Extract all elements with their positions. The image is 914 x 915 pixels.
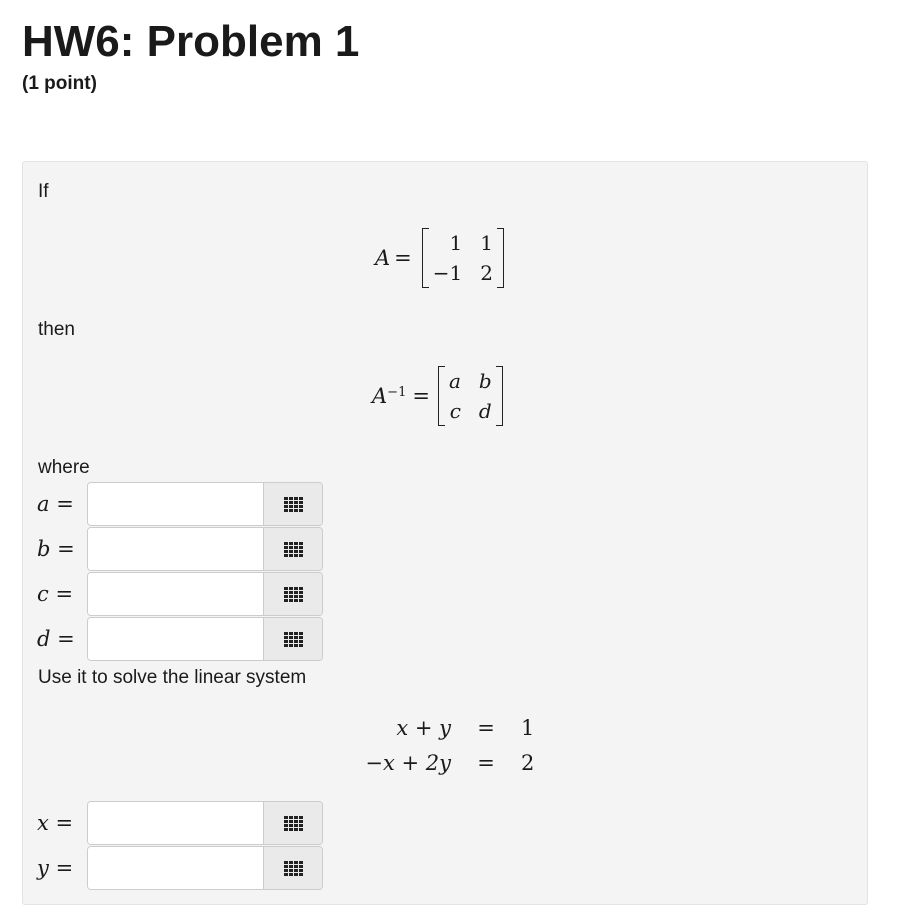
answer-box-a <box>87 482 323 526</box>
answer-row-a <box>37 482 323 526</box>
answer-label-c: c = <box>37 582 74 606</box>
answer-input-y[interactable] <box>88 847 263 889</box>
answer-box-d <box>87 617 323 661</box>
answer-label-x: x = <box>37 811 74 835</box>
problem-points: (1 point) <box>22 73 97 94</box>
system-lhs: −x + 2y <box>365 750 451 775</box>
matrix-inv-sup: −1 <box>387 384 407 400</box>
answer-row-d <box>37 617 323 661</box>
equation-editor-grid-icon <box>284 861 303 876</box>
text-if: If <box>38 181 49 202</box>
answer-input-a[interactable] <box>88 483 263 525</box>
system-rhs: 1 <box>521 715 535 740</box>
matrix-cell: −1 <box>432 261 463 285</box>
problem-body <box>22 161 868 905</box>
problem-title: HW6: Problem 1 <box>22 17 360 66</box>
matrix-a-cells <box>429 230 497 286</box>
system-row <box>341 745 561 780</box>
answer-label-d: d = <box>37 627 75 651</box>
answer-box-b <box>87 527 323 571</box>
answer-input-c[interactable] <box>88 573 263 615</box>
text-then: then <box>38 319 75 340</box>
answer-row-x <box>37 801 323 845</box>
system-lhs: x + y <box>396 715 451 740</box>
linear-system <box>341 710 561 780</box>
matrix-cell: b <box>478 369 492 393</box>
equation-editor-grid-icon <box>284 497 303 512</box>
equation-editor-button-c[interactable] <box>263 573 322 615</box>
system-eq: = <box>477 750 495 775</box>
matrix-inv-label: A <box>372 384 388 408</box>
equation-editor-grid-icon <box>284 632 303 647</box>
matrix-inv-cells <box>445 368 496 424</box>
answer-label-b: b = <box>37 537 75 561</box>
answer-label-y: y = <box>37 856 74 880</box>
matrix-a <box>375 228 504 288</box>
answer-box-x <box>87 801 323 845</box>
matrix-cell: a <box>448 369 461 393</box>
answer-input-x[interactable] <box>88 802 263 844</box>
equation-editor-button-y[interactable] <box>263 847 322 889</box>
equation-editor-grid-icon <box>284 542 303 557</box>
system-rhs: 2 <box>521 750 535 775</box>
matrix-cell: 1 <box>449 231 463 255</box>
left-bracket <box>422 228 429 288</box>
answer-box-c <box>87 572 323 616</box>
answer-row-c <box>37 572 323 616</box>
right-bracket <box>496 366 503 426</box>
equation-editor-button-a[interactable] <box>263 483 322 525</box>
text-use-it: Use it to solve the linear system <box>38 667 307 688</box>
matrix-a-label: A <box>375 246 391 270</box>
matrix-cell: c <box>449 399 461 423</box>
equation-editor-button-d[interactable] <box>263 618 322 660</box>
equation-editor-button-x[interactable] <box>263 802 322 844</box>
answer-box-y <box>87 846 323 890</box>
matrix-a-inverse <box>372 366 503 426</box>
equation-editor-button-b[interactable] <box>263 528 322 570</box>
matrix-cell: 1 <box>480 231 493 255</box>
answer-label-a: a = <box>37 492 74 516</box>
matrix-a-eq: = <box>394 246 412 270</box>
answer-row-b <box>37 527 323 571</box>
left-bracket <box>438 366 445 426</box>
equation-editor-grid-icon <box>284 587 303 602</box>
matrix-inv-eq: = <box>412 384 430 408</box>
matrix-cell: 2 <box>480 261 493 285</box>
equation-editor-grid-icon <box>284 816 303 831</box>
right-bracket <box>497 228 504 288</box>
answer-input-b[interactable] <box>88 528 263 570</box>
answer-row-y <box>37 846 323 890</box>
system-eq: = <box>477 715 495 740</box>
matrix-cell: d <box>478 399 492 423</box>
system-row <box>341 710 561 745</box>
answer-input-d[interactable] <box>88 618 263 660</box>
text-where: where <box>38 457 90 478</box>
